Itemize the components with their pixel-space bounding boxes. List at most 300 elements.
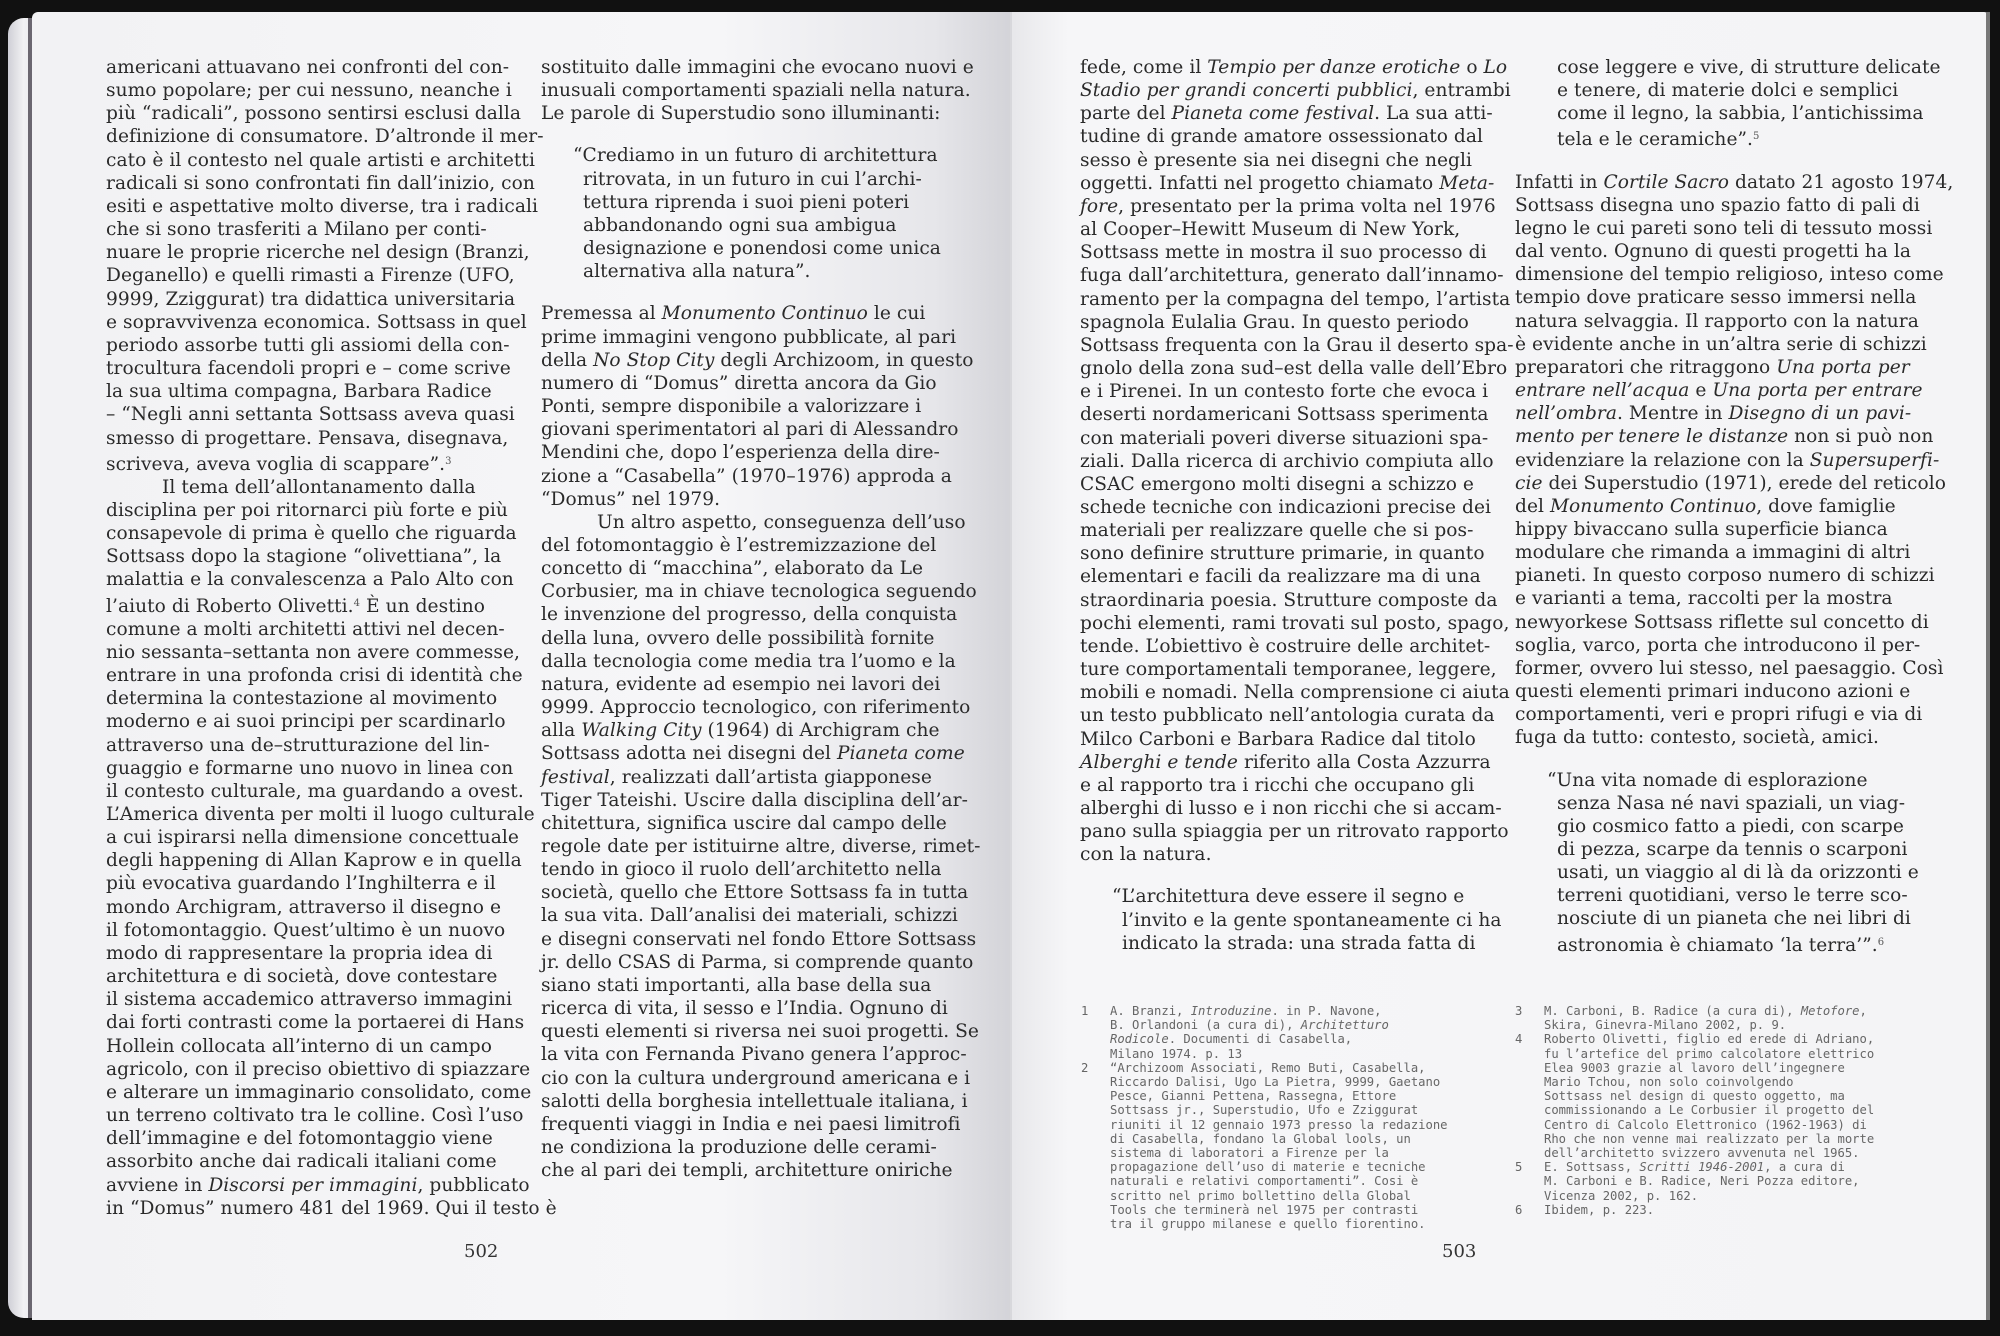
footnote-line: Sottsass jr., Superstudio, Ufo e Zziggurat <box>1110 1103 1419 1118</box>
text-span: , entrambi <box>1412 80 1511 102</box>
quote-line: l’invito e la gente spontaneamente ci ha <box>1122 909 1502 931</box>
text-line <box>541 719 981 742</box>
italic-title: Una porta per <box>1776 356 1910 378</box>
text-line: un terreno coltivato tra le colline. Così l’uso <box>106 1105 524 1127</box>
text-span: astronomia è chiamato ‘la terra’”. <box>1557 934 1878 956</box>
text-span: e <box>1689 380 1713 402</box>
text-line: pochi elementi, rami trovati sul posto, spago, <box>1080 612 1510 634</box>
page-number-right: 503 <box>1442 1241 1477 1262</box>
text-line: sono definire strutture primarie, in quanto <box>1080 543 1485 565</box>
text-line <box>1515 171 1953 194</box>
text-line: legno le cui pareti sono teli di tessuto mossi <box>1515 217 1933 239</box>
quote-line: senza Nasa né navi spaziali, un viag- <box>1557 792 1906 814</box>
text-line: trocultura facendoli propri e – come scrive <box>106 358 511 380</box>
text-span: degli Archizoom, in questo <box>714 349 974 371</box>
text-span: scriveva, aveva voglia di scappare”. <box>106 453 446 475</box>
italic-title: Introduzine <box>1190 1004 1272 1018</box>
text-line <box>106 1174 557 1197</box>
italic-title: Walking City <box>581 720 702 742</box>
footnotes-left <box>1081 1004 1448 1231</box>
quote-line: di pezza, scarpe da tennis o scarponi <box>1557 839 1908 860</box>
footnote-line: Elea 9003 grazie al lavoro dell’ingegnere <box>1544 1060 1845 1075</box>
footnote-line <box>1110 1018 1389 1032</box>
text-span: , a cura di <box>1764 1160 1845 1175</box>
text-span: E. Sottsass, <box>1544 1160 1640 1175</box>
text-line: degli happening di Allan Kaprow e in quella <box>106 850 522 872</box>
text-line: prime immagini vengono pubblicate, al pari <box>541 326 957 348</box>
text-line: agricolo, con il preciso obiettivo di spiazzare <box>106 1058 531 1080</box>
text-line: Hollein collocata all’interno di un campo <box>106 1035 492 1057</box>
footnote-line: di Casabella, fondano la Global lools, un <box>1110 1131 1411 1146</box>
text-line: Sottsass disegna uno spazio fatto di pali di <box>1515 194 1920 216</box>
italic-title: Tempio per danze erotiche <box>1207 57 1461 78</box>
text-line <box>106 592 557 618</box>
text-line: newyorkese Sottsass riflette sul concetto di <box>1515 611 1929 633</box>
text-line: guaggio e formarne uno nuovo in linea con <box>106 757 514 779</box>
text-line: Le parole di Superstudio sono illuminanti: <box>541 103 941 125</box>
text-line: soglia, varco, porta che introducono il per- <box>1515 634 1921 656</box>
text-line: elementari e facili da realizzare ma di una <box>1080 566 1481 588</box>
text-line: comune a molti architetti attivi nel decen- <box>106 618 505 640</box>
text-line: frequenti viaggi in India e nei paesi limitrofi <box>541 1113 961 1135</box>
text-span: , <box>1859 1004 1867 1018</box>
text-line <box>1515 472 1953 495</box>
text-line: dal vento. Ognuno di questi progetti ha la <box>1515 241 1911 263</box>
text-line: sumo popolare; per cui nessuno, neanche i <box>106 80 512 102</box>
text-line: mobili e nomadi. Nella comprensione ci aiuta <box>1080 682 1510 704</box>
text-span: . La sua atti- <box>1374 103 1493 125</box>
text-span: . Documenti di Casabella, <box>1168 1032 1353 1047</box>
text-line: cato è il contesto nel quale artisti e architetti <box>106 149 535 171</box>
right-page-column-1 <box>1080 56 1514 955</box>
footnote-line: sistema di laboratori a Firenze per la <box>1110 1146 1389 1161</box>
text-span: non si può non <box>1788 426 1934 448</box>
footnote-ref-5[interactable]: 5 <box>1753 131 1760 143</box>
text-line: smesso di progettare. Pensava, disegnava, <box>106 427 509 449</box>
footnote-number: 5 <box>1515 1160 1523 1175</box>
text-span: . in P. Navone, <box>1271 1004 1382 1018</box>
text-span: A. Branzi, <box>1110 1004 1191 1018</box>
footnote-1 <box>1081 1004 1448 1061</box>
footnote-number: 3 <box>1515 1004 1523 1018</box>
text-span: riferito alla Costa Azzurra <box>1237 751 1491 773</box>
quote-line: abbandonando ogni sua ambigua <box>583 214 897 236</box>
text-span: della <box>541 349 594 371</box>
italic-title: Una porta per entrare <box>1712 380 1923 402</box>
footnote-line: M. Carboni e B. Radice, Neri Pozza editore, <box>1544 1174 1860 1189</box>
text-line: sesso è presente sia nei disegni che negli <box>1080 149 1472 171</box>
text-line: le invenzione del progresso, della conquista <box>541 604 958 626</box>
text-line: il fotomontaggio. Quest’ultimo è un nuovo <box>106 919 506 941</box>
text-line: moderno e ai suoi principi per scardinarlo <box>106 711 506 733</box>
footnote-line: Skira, Ginevra-Milano 2002, p. 9. <box>1544 1018 1787 1033</box>
footnote-line: Riccardo Dalisi, Ugo La Pietra, 9999, Gaetano <box>1110 1075 1441 1090</box>
text-line: straordinaria poesia. Strutture composte da <box>1080 589 1498 611</box>
text-span: , pubblicato <box>417 1174 530 1196</box>
text-line <box>541 302 981 325</box>
text-span: parte del <box>1080 103 1172 125</box>
text-line: spagnola Eulalia Grau. In questo periodo <box>1080 311 1469 333</box>
text-line: determina la contestazione al movimento <box>106 688 498 710</box>
text-line: “Domus” nel 1979. <box>541 488 721 510</box>
text-line: dai forti contrasti come la portaerei di Hans <box>106 1012 525 1034</box>
text-line: zione a “Casabella” (1970–1976) approda a <box>541 465 952 487</box>
italic-title: mento per tenere le distanze <box>1515 426 1789 448</box>
quote-line <box>1557 125 1953 151</box>
footnote-line: naturali e relativi comportamenti”. Cosi è <box>1110 1174 1419 1189</box>
italic-title: Lo <box>1483 57 1508 78</box>
text-line: e alterare un immaginario consolidato, come <box>106 1081 532 1103</box>
text-line <box>1515 356 1953 379</box>
text-line: – “Negli anni settanta Sottsass aveva quasi <box>106 404 515 426</box>
text-line: entrare in una profonda crisi di identità che <box>106 665 523 687</box>
text-span: oggetti. Infatti nel progetto chiamato <box>1080 172 1440 194</box>
text-line: con la natura. <box>1080 844 1212 866</box>
italic-title: fore <box>1080 195 1119 217</box>
text-line: concetto di “macchina”, elaborato da Le <box>541 558 924 580</box>
text-line: ne condiziona la produzione delle cerami- <box>541 1137 937 1159</box>
text-line: natura selvaggia. Il rapporto con la natura <box>1515 310 1919 332</box>
footnote-number: 1 <box>1081 1004 1089 1018</box>
text-span: fede, come il <box>1080 57 1208 78</box>
text-line: a cui ispirarsi nella dimensione concettuale <box>106 827 519 849</box>
text-line: e varianti a tema, raccolti per la mostra <box>1515 588 1893 610</box>
text-line: CSAC emergono molti disegni a schizzo e <box>1080 473 1474 495</box>
text-line: tende. L’obiettivo è costruire delle architet- <box>1080 635 1491 657</box>
text-line: malattia e la convalescenza a Palo Alto con <box>106 569 514 591</box>
text-line: ricerca di vita, il sesso e l’India. Ognuno di <box>541 998 948 1020</box>
text-line: former, ovvero lui stesso, nel paesaggio. Così <box>1515 657 1944 679</box>
text-line: Sottsass frequenta con la Grau il deserto spa- <box>1080 334 1514 356</box>
text-span: È un destino <box>360 595 485 617</box>
text-line: nio sessanta–settanta non avere commesse, <box>106 641 520 663</box>
text-line: pianeti. In questo corposo numero di schizzi <box>1515 565 1935 587</box>
text-line: tempio dove praticare sesso immersi nella <box>1515 287 1917 309</box>
text-line: jr. dello CSAS di Parma, si comprende quanto <box>541 951 974 973</box>
book-gutter <box>1010 12 1012 1320</box>
footnote-line <box>1110 1032 1389 1046</box>
footnote-line: Centro di Calcolo Elettronico (1962-1963) di <box>1544 1117 1867 1132</box>
quote-line: gio cosmico fatto a piedi, con scarpe <box>1557 815 1904 837</box>
text-span: tela e le ceramiche”. <box>1557 129 1754 151</box>
text-line: giovani sperimentatori al pari di Alessandro <box>541 419 959 441</box>
block-quote <box>1080 885 1514 954</box>
text-line: e sopravvivenza economica. Sottsass in quel <box>106 311 527 333</box>
text-line: della luna, ovvero delle possibilità fornite <box>541 627 935 649</box>
text-line: più evocativa guardando l’Inghilterra e il <box>106 873 496 895</box>
text-line: Tiger Tateishi. Uscire dalla disciplina dell’ar- <box>541 789 968 811</box>
text-line: periodo assorbe tutti gli assiomi della con- <box>106 334 510 356</box>
italic-title: Monumento Continuo <box>661 303 868 325</box>
footnote-line: Tools che terminerà nel 1975 per contrasti <box>1110 1202 1419 1217</box>
footnote-line <box>1544 1160 1860 1174</box>
text-line: dalla tecnologia come media tra l’uomo e la <box>541 650 956 672</box>
spacer <box>1080 866 1514 885</box>
text-span: , dove famiglie <box>1756 495 1896 517</box>
text-line: architettura e di società, dove contestare <box>106 966 498 988</box>
text-line: esiti e aspettative molto diverse, tra i radicali <box>106 195 538 217</box>
right-page-column-2 <box>1515 56 1953 957</box>
text-line: e i Pirenei. In un contesto forte che evoca i <box>1080 381 1489 403</box>
text-line: numero di “Domus” diretta ancora da Gio <box>541 372 937 394</box>
footnote-line: Pesce, Gianni Pettena, Rassegna, Ettore <box>1110 1089 1397 1104</box>
text-line: Corbusier, ma in chiave tecnologica seguendo <box>541 581 977 603</box>
text-line: Sottsass dopo la stagione “olivettiana”, la <box>106 546 502 568</box>
text-line: hippy bivaccano sulla superficie bianca <box>1515 518 1888 540</box>
text-span: avviene in <box>106 1174 209 1196</box>
text-line: definizione di consumatore. D’altronde il mer- <box>106 126 544 148</box>
text-line <box>1080 172 1514 195</box>
footnote-line: Roberto Olivetti, figlio ed erede di Adriano, <box>1544 1032 1875 1047</box>
italic-title: Architetturo <box>1300 1018 1389 1033</box>
text-line: società, quello che Ettore Sottsass fa in tutta <box>541 882 969 904</box>
text-line: il contesto culturale, ma guardando a ovest. <box>106 780 524 802</box>
text-line <box>1515 449 1953 472</box>
text-line <box>1080 79 1514 102</box>
text-line: questi elementi si riversa nei suoi progetti. Se <box>541 1021 979 1043</box>
footnote-line: Vicenza 2002, p. 162. <box>1544 1188 1699 1203</box>
text-line <box>1515 495 1953 518</box>
footnote-3 <box>1515 1004 1874 1032</box>
text-line: dimensione del tempio religioso, inteso come <box>1515 264 1944 286</box>
text-span: B. Orlandoni (a cura di), <box>1110 1018 1301 1033</box>
quote-line: ritrovata, in un futuro in cui l’archi- <box>583 168 922 190</box>
footnote-line: dell’architetto svizzero avvenuta nel 1965. <box>1544 1146 1860 1161</box>
text-line: deserti nordamericani Sottsass sperimenta <box>1080 404 1489 426</box>
italic-title: Meta- <box>1439 172 1495 194</box>
book-cover-edge-right <box>1986 12 1990 1320</box>
spacer <box>1515 750 1953 769</box>
text-line: Un altro aspetto, conseguenza dell’uso <box>597 511 966 533</box>
footnote-line: Ibidem, p. 223. <box>1544 1202 1655 1217</box>
footnote-line: “Archizoom Associati, Remo Buti, Casabella, <box>1110 1060 1426 1075</box>
text-line: cio con la cultura underground americana e i <box>541 1067 971 1089</box>
text-line: ramento per la compagna del tempo, l’artista <box>1080 288 1511 310</box>
spacer <box>1515 152 1953 171</box>
footnote-line: scritto nel primo bollettino della Global <box>1110 1188 1411 1203</box>
text-line: siano stati importanti, alla base della sua <box>541 974 932 996</box>
text-line: disciplina per poi ritornarci più forte e più <box>106 499 508 521</box>
block-quote <box>1515 769 1953 957</box>
text-line <box>1080 56 1514 79</box>
text-span: le cui <box>867 303 926 325</box>
text-span: Sottsass adotta nei disegni del <box>541 743 837 765</box>
italic-title: Stadio per grandi concerti pubblici <box>1080 80 1413 102</box>
text-line: fuga dall’architettura, generato dall’innamo- <box>1080 265 1504 287</box>
quote-line: “L’architettura deve essere il segno e <box>1112 886 1465 908</box>
text-span: preparatori che ritraggono <box>1515 356 1777 378</box>
text-line: salotti della borghesia intellettuale italiana, i <box>541 1090 968 1112</box>
footnote-number: 4 <box>1515 1032 1523 1047</box>
italic-title: Monumento Continuo <box>1549 495 1757 517</box>
text-line <box>1080 195 1514 218</box>
text-line: assorbito anche dai radicali italiani come <box>106 1151 497 1173</box>
italic-title: Alberghi e tende <box>1080 751 1238 773</box>
footnote-6 <box>1515 1203 1874 1217</box>
text-line: attraverso una de–strutturazione del lin- <box>106 734 490 756</box>
italic-title: nell’ombra <box>1515 403 1617 425</box>
text-line: la sua ultima compagna, Barbara Radice <box>106 381 492 403</box>
footnote-5 <box>1515 1160 1874 1203</box>
italic-title: Rodicole <box>1110 1032 1169 1047</box>
text-line <box>541 349 981 372</box>
text-line: Il tema dell’allontanamento dalla <box>162 476 476 498</box>
quote-line: indicato la strada: una strada fatta di <box>1122 932 1476 954</box>
text-line: modo di rappresentare la propria idea di <box>106 942 493 964</box>
footnote-line: Mario Tchou, non solo coinvolgendo <box>1544 1075 1794 1090</box>
text-line <box>541 766 981 789</box>
footnote-2 <box>1081 1061 1448 1231</box>
text-line: e disegni conservati nel fondo Ettore Sottsass <box>541 928 977 950</box>
text-line: che al pari dei templi, architetture oniriche <box>541 1160 953 1182</box>
text-line: mondo Archigram, attraverso il disegno e <box>106 896 502 918</box>
text-line: che si sono trasferiti a Milano per conti- <box>106 219 487 241</box>
footnote-line: Rho che non venne mai realizzato per la morte <box>1544 1131 1875 1146</box>
text-span: M. Carboni, B. Radice (a cura di), <box>1544 1004 1801 1018</box>
text-line: e al rapporto tra i ricchi che occupano gli <box>1080 774 1475 796</box>
quote-line: nosciute di un pianeta che nei libri di <box>1557 908 1911 930</box>
text-line: alberghi di lusso e i non ricchi che si accam- <box>1080 798 1502 819</box>
text-span: datato 21 agosto 1974, <box>1729 171 1954 193</box>
italic-title: Pianeta come festival <box>1171 103 1375 125</box>
text-line: tendo in gioco il ruolo dell’architetto nella <box>541 859 942 881</box>
block-quote <box>541 144 981 283</box>
quote-line: designazione e ponendosi come unica <box>583 238 941 260</box>
footnote-ref-4[interactable]: 4 <box>353 597 361 609</box>
text-line: è evidente anche in un’altra serie di schizzi <box>1515 333 1927 355</box>
quote-line: cose leggere e vive, di strutture delicate <box>1557 57 1941 78</box>
text-line: inusuali comportamenti spaziali nella natura. <box>541 80 971 102</box>
text-line: la sua vita. Dall’analisi dei materiali, schizzi <box>541 905 958 927</box>
quote-line: “Una vita nomade di esplorazione <box>1547 769 1868 791</box>
text-line <box>106 450 557 476</box>
italic-title: festival <box>541 766 610 788</box>
left-page-column-2 <box>541 56 981 1182</box>
text-line <box>1080 751 1514 774</box>
text-line: del fotomontaggio è l’estremizzazione del <box>541 534 937 556</box>
quote-line: “Crediamo in un futuro di architettura <box>573 145 938 167</box>
text-span: Premessa al <box>541 303 662 325</box>
text-line: fuga da tutto: contesto, società, amici. <box>1515 727 1879 749</box>
text-span: o <box>1460 57 1484 78</box>
text-line: regole date per istituirne altre, diverse, rimet- <box>541 836 981 857</box>
text-span: del <box>1515 495 1550 517</box>
text-line: Sottsass mette in mostra il suo processo di <box>1080 242 1487 264</box>
text-span: . Mentre in <box>1617 403 1729 425</box>
footnote-ref-3[interactable]: 3 <box>445 455 452 467</box>
text-line: pano sulla spiaggia per un ritrovato rapporto <box>1080 821 1509 843</box>
footnotes-right <box>1515 1004 1874 1217</box>
italic-title: No Stop City <box>593 349 715 371</box>
block-quote-continued <box>1515 56 1953 152</box>
text-line: la vita con Fernanda Pivano genera l’approc- <box>541 1044 967 1066</box>
spacer <box>541 125 981 144</box>
book-cover-edge-left <box>28 18 32 1318</box>
footnote-line <box>1544 1004 1867 1018</box>
footnote-line: commissionando a Le Corbusier il progetto del <box>1544 1103 1875 1118</box>
text-line <box>1080 102 1514 125</box>
spacer <box>541 283 981 302</box>
text-line: 9999. Approccio tecnologico, con riferimento <box>541 697 971 719</box>
text-line: dell’immagine e del fotomontaggio viene <box>106 1128 493 1150</box>
text-line: in “Domus” numero 481 del 1969. Qui il testo è <box>106 1197 557 1219</box>
footnote-4 <box>1515 1032 1874 1160</box>
italic-title: cie <box>1515 472 1543 494</box>
italic-title: Disegno di un pavi- <box>1728 403 1912 425</box>
italic-title: Discorsi per immagini <box>208 1174 418 1196</box>
footnote-line: Milano 1974. p. 13 <box>1110 1046 1243 1061</box>
text-line: questi elementi primari inducono azioni e <box>1515 681 1911 703</box>
text-line: con materiali poveri diverse situazioni spa- <box>1080 427 1489 449</box>
left-page-column-1 <box>106 56 557 1220</box>
text-line: materiali per realizzare quelle che si pos- <box>1080 520 1474 542</box>
text-line: Ponti, sempre disponibile a valorizzare i <box>541 396 922 418</box>
quote-line: e tenere, di materie dolci e semplici <box>1557 80 1899 102</box>
footnote-ref-6[interactable]: 6 <box>1877 936 1885 948</box>
italic-title: Cortile Sacro <box>1603 171 1730 193</box>
footnote-number: 6 <box>1515 1202 1523 1217</box>
italic-title: entrare nell’acqua <box>1515 380 1690 402</box>
text-line: chitettura, significa uscire dal campo delle <box>541 812 947 834</box>
text-span: , presentato per la prima volta nel 1976 <box>1118 195 1496 217</box>
footnote-line: propagazione dell’uso di materie e tecniche <box>1110 1160 1426 1175</box>
text-line: consapevole di prima è quello che riguarda <box>106 523 517 545</box>
text-line: ziali. Dalla ricerca di archivio compiuta allo <box>1080 450 1494 472</box>
quote-line: usati, un viaggio al di là da orizzonti e <box>1557 862 1919 884</box>
footnote-line <box>1110 1004 1389 1018</box>
text-line: tudine di grande amatore ossessionato dal <box>1080 126 1484 148</box>
footnote-number: 2 <box>1081 1060 1089 1075</box>
text-span: (1964) di Archigram che <box>701 720 940 742</box>
italic-title: Metofore <box>1800 1004 1860 1018</box>
text-line: L’America diventa per molti il luogo culturale <box>106 804 535 825</box>
footnote-line: riuniti il 12 gennaio 1973 presso la redazione <box>1110 1117 1448 1132</box>
quote-line: come il legno, la sabbia, l’antichissima <box>1557 103 1924 125</box>
page-number-left: 502 <box>464 1241 499 1262</box>
text-span: l’aiuto di Roberto Olivetti. <box>106 595 354 617</box>
text-line <box>1515 402 1953 425</box>
text-line: nuare le proprie ricerche nel design (Branzi, <box>106 242 530 264</box>
text-line: gnolo della zona sud–est della valle dell’Ebro <box>1080 358 1508 380</box>
footnote-line: fu l’artefice del primo calcolatore elettrico <box>1544 1046 1875 1061</box>
text-line: ture comportamentali temporanee, leggere, <box>1080 659 1497 681</box>
text-span: , realizzati dall’artista giapponese <box>609 766 932 788</box>
italic-title: Scritti 1946-2001 <box>1639 1160 1765 1175</box>
text-line: sostituito dalle immagini che evocano nuovi e <box>541 57 974 78</box>
text-line: Deganello) e quelli rimasti a Firenze (UFO, <box>106 265 515 287</box>
quote-line: alternativa alla natura”. <box>583 261 811 283</box>
text-line: il sistema accademico attraverso immagini <box>106 989 513 1011</box>
text-line: Mendini che, dopo l’esperienza della dire- <box>541 442 940 464</box>
footnote-line: Sottsass nel design di questo oggetto, ma <box>1544 1089 1845 1104</box>
text-line: natura, evidente ad esempio nei lavori dei <box>541 673 941 695</box>
text-line <box>1515 379 1953 402</box>
text-line <box>1515 425 1953 448</box>
text-span: dei Superstudio (1971), erede del reticolo <box>1542 472 1946 494</box>
text-line: schede tecniche con indicazioni precise dei <box>1080 496 1492 518</box>
text-line: americani attuavano nei confronti del con- <box>106 57 510 78</box>
text-span: Infatti in <box>1515 171 1604 193</box>
text-line: un testo pubblicato nell’antologia curata da <box>1080 705 1495 727</box>
footnote-line: tra il gruppo milanese e quello fiorentino. <box>1110 1217 1426 1232</box>
quote-line: tettura riprenda i suoi pieni poteri <box>583 191 910 213</box>
italic-title: Pianeta come <box>836 743 965 765</box>
text-span: alla <box>541 720 582 742</box>
text-line: modulare che rimanda a immagini di altri <box>1515 542 1911 564</box>
text-line: più “radicali”, possono sentirsi esclusi dalla <box>106 103 522 125</box>
quote-line <box>1557 931 1953 957</box>
italic-title: Supersuperfi- <box>1809 449 1940 471</box>
